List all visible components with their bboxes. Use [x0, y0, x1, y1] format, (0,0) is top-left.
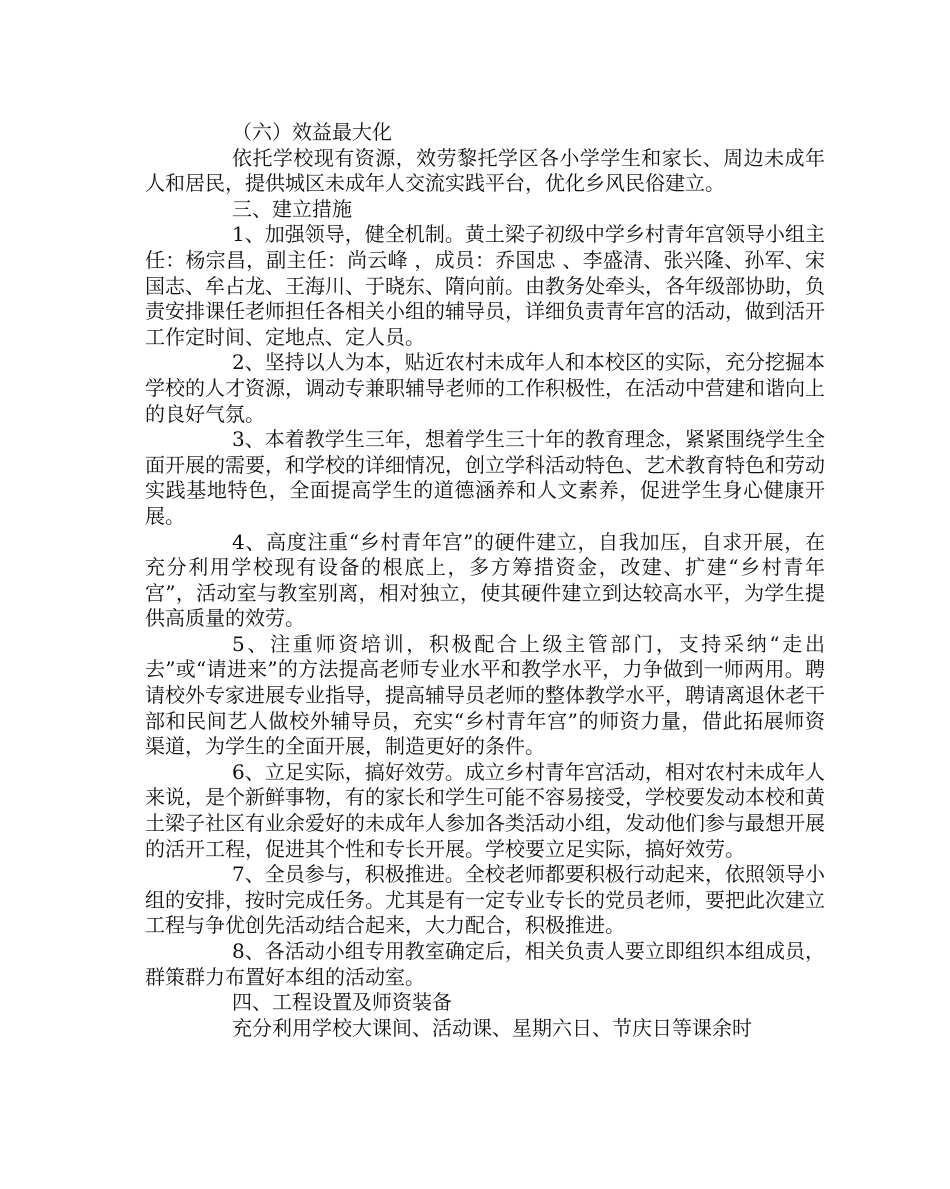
measure-item-6: 6、立足实际，搞好效劳。成立乡村青年宫活动，相对农村未成年人来说，是个新鲜事物，有的家长和学生可能不容易接受，学校要发动本校和黄土梁子社区有业余爱好的未成年人参加各类活动小组，发动他们参与最想开展的活开工程，促进其个性和专长开展。学校要立足实际，搞好效劳。	[145, 759, 825, 861]
document-body	[145, 120, 825, 1041]
section-heading-benefit: （六）效益最大化	[232, 120, 392, 144]
body-paragraph-continued: 充分利用学校大课间、活动课、星期六日、节庆日等课余时	[232, 1015, 752, 1040]
measure-item-1: 1、加强领导，健全机制。黄土梁子初级中学乡村青年宫领导小组主任：杨宗昌，副主任：尚云峰 ，成员：乔国忠 、李盛清、张兴隆、孙军、宋国志、牟占龙、王海川、于晓东、隋向前。由教务处牵头，各年级部协助，负责安排课任老师担任各相关小组的辅导员，详细负责青年宫的活动，做到活开工作定时间、定地点、定人员。	[145, 222, 825, 349]
section-heading-measures: 三、建立措施	[232, 196, 352, 221]
section-heading-projects: 四、工程设置及师资装备	[232, 990, 452, 1015]
measure-item-2: 2、坚持以人为本，贴近农村未成年人和本校区的实际，充分挖掘本学校的人才资源，调动专兼职辅导老师的工作积极性，在活动中营建和谐向上的良好气氛。	[145, 350, 825, 426]
measure-item-4: 4、高度注重“乡村青年宫”的硬件建立，自我加压，自求开展，在充分利用学校现有设备的根底上，多方筹措资金，改建、扩建“乡村青年宫”，活动室与教室别离，相对独立，使其硬件建立到达较高水平，为学生提供高质量的效劳。	[145, 529, 825, 631]
measure-item-5: 5、注重师资培训，积极配合上级主管部门，支持采纳“走出去”或“请进来”的方法提高老师专业水平和教学水平，力争做到一师两用。聘请校外专家进展专业指导，提高辅导员老师的整体教学水平，聘请离退休老干部和民间艺人做校外辅导员，充实“乡村青年宫”的师资力量，借此拓展师资渠道，为学生的全面开展，制造更好的条件。	[145, 631, 825, 759]
measure-item-8: 8、各活动小组专用教室确定后，相关负责人要立即组织本组成员，群策群力布置好本组的活动室。	[145, 939, 825, 989]
measure-item-3: 3、本着教学生三年，想着学生三十年的教育理念，紧紧围绕学生全面开展的需要，和学校的详细情况，创立学科活动特色、艺术教育特色和劳动实践基地特色，全面提高学生的道德涵养和人文素养，促进学生身心健康开展。	[145, 427, 825, 528]
body-paragraph: 依托学校现有资源，效劳黎托学区各小学学生和家长、周边未成年人和居民，提供城区未成年人交流实践平台，优化乡风民俗建立。	[145, 145, 825, 196]
measure-item-7: 7、全员参与，积极推进。全校老师都要积极行动起来，依照领导小组的安排，按时完成任务。尤其是有一定专业专长的党员老师，要把此次建立工程与争优创先活动结合起来，大力配合，积极推进。	[145, 862, 825, 938]
